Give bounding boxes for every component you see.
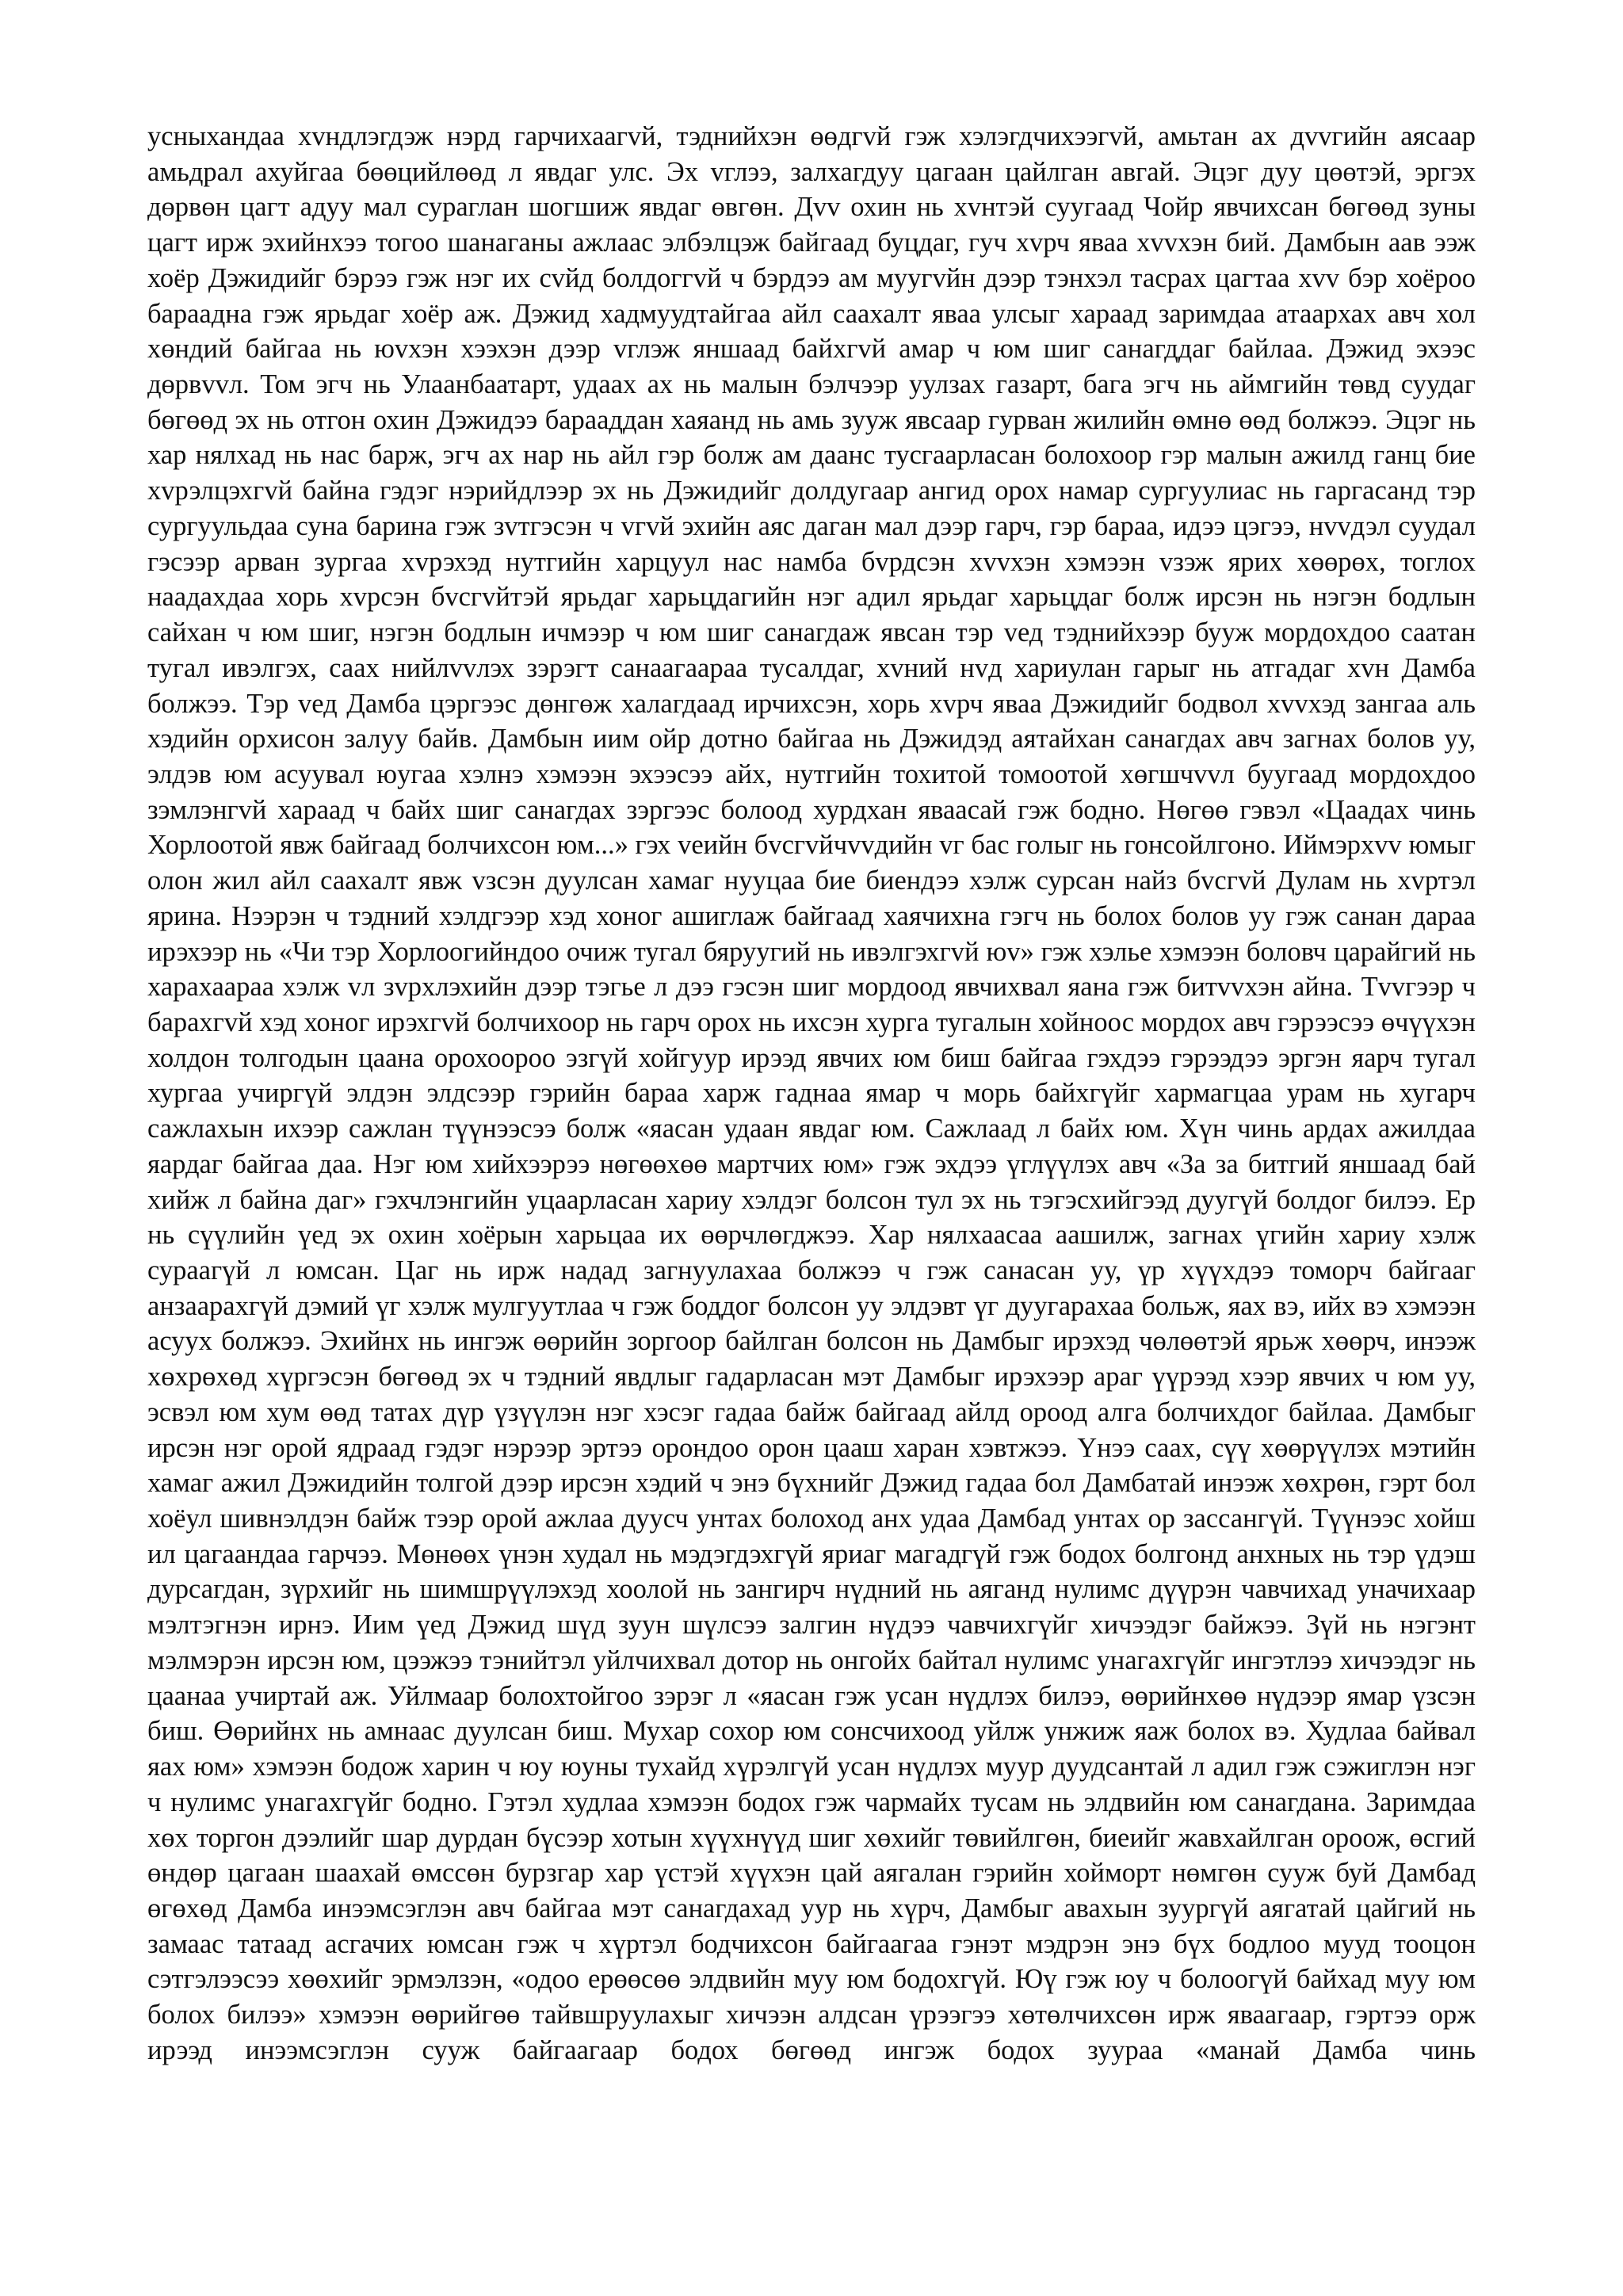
body-paragraph: усныхандаа хvндлэгдэж нэрд гарчихаагvй, тэднийхэн өөдгvй гэж хэлэгдчихээгvй, амьтан ах дvvгийн аясаар амьдрал ахуйгаа бөөцийлөөд л явдаг улс. Эх vглээ, залхагдуу цагаан цайлган авгай. Эцэг дуу цөөтэй, эргэх дөрвөн цагт адуу мал сураглан шогшиж явдаг өвгөн. Дvv охин нь хvнтэй суугаад Чойр явчихсан бөгөөд зуны цагт ирж эхийнхээ тогоо шанаганы ажлаас элбэлцэж байгаад буцдаг, гуч хvрч яваа хvvхэн бий. Дамбын аав ээж хоёр Дэжидийг бэрээ гэж нэг их сvйд болдоггvй ч бэрдээ ам муугvйн дээр тэнхэл тасрах цагтаа хvv бэр хоёроо бараадна гэж ярьдаг хоёр аж. Дэжид хадмуудтайгаа айл саахалт яваа улсыг хараад заримдаа атаархах авч хол хөндий байгаа нь юvхэн хээхэн дээр vглэж яншаад байхгvй амар ч юм шиг санагддаг байлаа. Дэжид эхээс дөрвvvл. Том эгч нь Улаанбаатарт, удаах ах нь малын бэлчээр уулзах газарт, бага эгч нь аймгийн төвд суудаг бөгөөд эх нь отгон охин Дэжидээ барааддан хаяанд нь амь зууж явсаар гурван жилийн өмнө өөд болжээ. Эцэг нь хар нялхад нь нас барж, эгч ах нар нь айл гэр болж ам даанс тусгаарласан болохоор гэр малын ажилд ганц бие хvрэлцэхгvй байна гэдэг нэрийдлээр эх нь Дэжидийг долдугаар ангид орох намар сургуулиас нь гаргасанд тэр сургуульдаа суна барина гэж зvтгэсэн ч vгvй эхийн аяс даган мал дээр гарч, гэр бараа, идээ цэгээ, нvvдэл суудал гэсээр арван зургаа хvрэхэд нутгийн харцуул нас намба бvрдсэн хvvхэн хэмээн vзэж ярих хөөрөх, тоглох наадахдаа хорь хvрсэн бvсгvйтэй ярьдаг харьцдагийн нэг адил ярьдаг харьцдаг болж ирсэн нь нэгэн бодлын сайхан ч юм шиг, нэгэн бодлын ичмээр ч юм шиг санагдаж явсан тэр vед тэднийхээр бууж мордохдоо саатан тугал ивэлгэх, саах нийлvvлэх зэрэгт санаагаараа тусалдаг, хvний нvд хариулан гарыг нь атгадаг хvн Дамба болжээ. Тэр vед Дамба цэргээс дөнгөж халагдаад ирчихсэн, хорь хvрч яваа Дэжидийг бодвол хvvхэд зангаа аль хэдийн орхисон залуу байв. Дамбын иим ойр дотно байгаа нь Дэжидэд аятайхан санагдах авч загнах болов уу, элдэв юм асуувал юугаа хэлнэ хэмээн эхээсээ айх, нутгийн тохитой томоотой хөгшчvvл буугаад мордохдоо зэмлэнгvй хараад ч байх шиг санагдах зэргээс болоод хурдхан яваасай гэж бодно. Нөгөө гэвэл «Цаадах чинь Хорлоотой явж байгаад болчихсон юм...» гэх vеийн бvсгvйчvvдийн vг бас голыг нь гонсойлгоно. Иймэрхvv юмыг олон жил айл саахалт явж vзсэн дуулсан хамаг нууцаа бие биендээ хэлж сурсан найз бvсгvй Дулам нь хvртэл ярина. Нээрэн ч тэдний хэлдгээр хэд хоног ашиглаж байгаад хаячихна гэгч нь болох болов уу гэж санан дараа ирэхээр нь «Чи тэр Хорлоогийндоо очиж тугал бяруугий нь ивэлгэхгvй юv» гэж хэлье хэмээн боловч царайгий нь харахаараа хэлж vл зvрхлэхийн дээр тэгье л дээ гэсэн шиг мордоод явчихвал яана гэж битvvхэн айна. Тvvгээр ч барахгvй хэд хоног ирэхгvй болчихоор нь гарч орох нь ихсэн хурга тугалын хойноос мордох авч гэрээсээ өчүүхэн холдон толгодын цаана орохоороо эзгүй хойгуур ирээд явчих юм биш байгаа гэхдээ гэрээдээ эргэн яарч тугал хургаа учиргүй элдэн элдсээр гэрийн бараа харж гаднаа ямар ч морь байхгүйг хармагцаа урам нь хугарч сажлахын ихээр сажлан түүнээсээ болж «яасан удаан явдаг юм. Сажлаад л байх юм. Хүн чинь ардах ажилдаа яардаг байгаа даа. Нэг юм хийхээрээ нөгөөхөө мартчих юм» гэж эхдээ үглүүлэх авч «За за битгий яншаад бай хийж л байна даг» гэхчлэнгийн уцаарласан хариу хэлдэг болсон тул эх нь тэгэсхийгээд дуугүй болдог билээ. Ер нь сүүлийн үед эх охин хоёрын харьцаа их өөрчлөгджээ. Хар нялхаасаа аашилж, загнах үгийн хариу хэлж сураагүй л юмсан. Цаг нь ирж надад загнуулахаа болжээ ч гэж санасан уу, үр хүүхдээ томорч байгааг анзаарахгүй дэмий үг хэлж мулгуутлаа ч гэж боддог болсон уу элдэвт үг дуугарахаа больж, яах вэ, ийх вэ хэмээн асуух болжээ. Эхийнх нь ингэж өөрийн зоргоор байлган болсон нь Дамбыг ирэхэд чөлөөтэй ярьж хөөрч, инээж хөхрөхөд хүргэсэн бөгөөд эх ч тэдний явдлыг гадарласан мэт Дамбыг ирэхээр араг үүрээд хээр явчих ч юм уу, эсвэл юм хум өөд татах дүр үзүүлэн нэг хэсэг гадаа байж байгаад айлд ороод алга болчихдог байлаа. Дамбыг ирсэн нэг орой ядраад гэдэг нэрээр эртээ орондоо орон цааш харан хэвтжээ. Үнээ саах, сүү хөөрүүлэх мэтийн хамаг ажил Дэжидийн толгой дээр ирсэн хэдий ч энэ бүхнийг Дэжид гадаа бол Дамбатай инээж хөхрөн, гэрт бол хоёул шивнэлдэн байж тээр орой ажлаа дуусч унтах болоход анх удаа Дамбад унтах ор зассангүй. Түүнээс хойш ил цагаандаа гарчээ. Мөнөөх үнэн худал нь мэдэгдэхгүй яриаг магадгүй гэж бодох болгонд анхных нь тэр үдэш дурсагдан, зүрхийг нь шимшрүүлэхэд хоолой нь зангирч нүдний нь аяганд нулимс дүүрэн чавчихад уначихаар мэлтэгнэн ирнэ. Иим үед Дэжид шүд зуун шүлсээ залгин нүдээ чавчихгүйг хичээдэг байжээ. Зүй нь нэгэнт мэлмэрэн ирсэн юм, цээжээ тэнийтэл уйлчихвал дотор нь онгойх байтал нулимс унагахгүйг ингэтлээ хичээдэг нь цаанаа учиртай аж. Уйлмаар болохтойгоо зэрэг л «яасан гэж усан нүдлэх билээ, өөрийнхөө нүдээр ямар үзсэн биш. Өөрийнх нь амнаас дуулсан биш. Мухар сохор юм сонсчихоод уйлж унжиж яаж болох вэ. Худлаа байвал яах юм» хэмээн бодож харин ч юу юуны тухайд хүрэлгүй усан нүдлэх муур дуудсантай л адил гэж сэжиглэн нэг ч нулимс унагахгүйг бодно. Гэтэл худлаа хэмээн бодох гэж чармайх тусам нь элдвийн юм санагдана. Заримдаа хөх торгон дээлийг шар дурдан бүсээр хотын хүүхнүүд шиг хөхийг төвийлгөн, биеийг жавхайлган ороож, өсгий өндөр цагаан шаахай өмссөн бурзгар хар үстэй хүүхэн цай аягалан гэрийн хойморт нөмгөн сууж буй Дамбад өгөхөд Дамба инээмсэглэн авч байгаа мэт санагдахад уур нь хүрч, Дамбыг авахын зуургүй аягатай цайгий нь замаас татаад асгачих юмсан гэж ч хүртэл бодчихсон байгаагаа гэнэт мэдрэн энэ бүх бодлоо мууд тооцон сэтгэлээсээ хөөхийг эрмэлзэн, «одоо ерөөсөө элдвийн муу юм бодохгүй. Юү гэж юу ч болоогүй байхад муу юм болох билээ» хэмээн өөрийгөө тайвшруулахыг хичээн алдсан үрээгээ хөтөлчихсөн ирж яваагаар, гэртээ орж ирээд инээмсэглэн сууж байгаагаар бодох бөгөөд ингэж бодох зуураа «манай Дамба чинь [147, 121, 1476, 2065]
document-page [147, 119, 1476, 2069]
